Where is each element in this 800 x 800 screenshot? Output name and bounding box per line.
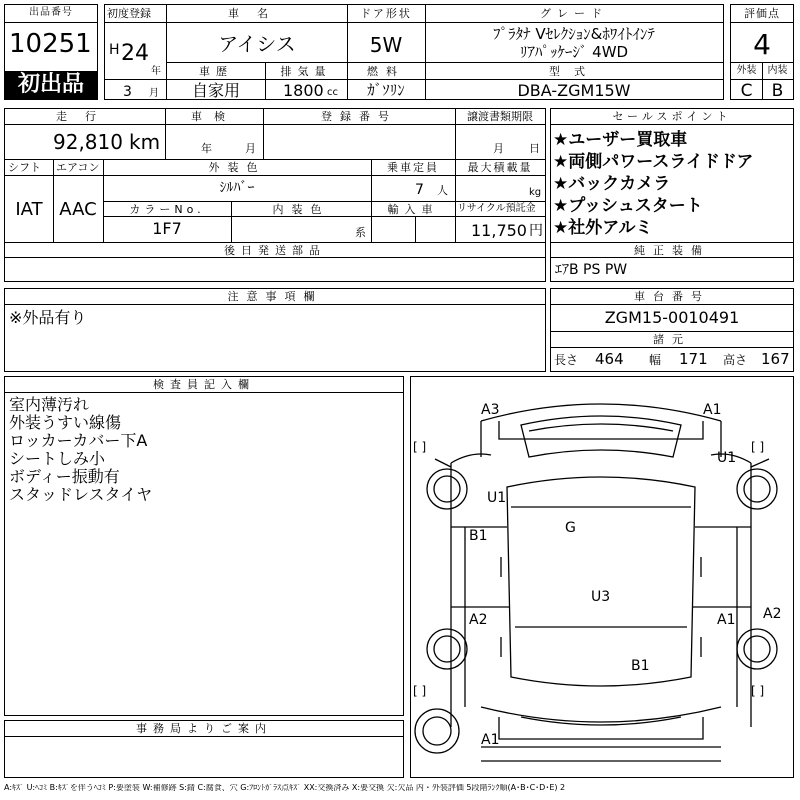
car-name: アイシス (218, 32, 296, 56)
recycle-label: リサイクル預託金 (457, 203, 536, 214)
height-value: 167 (761, 350, 790, 368)
width-label: 幅 (649, 353, 662, 367)
details-grid (4, 108, 546, 282)
registration-year: 24 (121, 41, 149, 66)
exterior-color-label: 外装色 (208, 161, 266, 174)
inspector-note: 室内薄汚れ (9, 395, 90, 414)
displacement-label: 排気量 (280, 65, 332, 78)
sales-point: ★プッシュスタート (553, 196, 703, 216)
damage-mark: A2 (763, 606, 782, 622)
damage-mark: A3 (481, 402, 500, 418)
registration-month: 3 (123, 84, 132, 100)
history-value: 自家用 (191, 81, 240, 100)
office-box (4, 720, 404, 778)
ac-value: AAC (59, 199, 97, 220)
inspector-box (4, 376, 404, 716)
first-listing-badge: 初出品 (5, 71, 97, 99)
model-value: DBA-ZGM15W (517, 81, 631, 100)
legend-text: A:ｷｽﾞ U:ﾍｺﾐ B:ｷｽﾞを伴うﾍｺﾐ P:要塗装 W:補修跡 S:錆 C:腐食、穴 G:ﾌﾛﾝﾄｶﾞﾗｽ点ｷｽﾞ XX:交換済み X:要交換 欠:欠品 内・外装評価 5段階ﾗﾝｸ順(A･B･C･D･E) 2 (4, 784, 566, 792)
grade-line-1: ﾌﾟﾗﾀﾅ Vｾﾚｸｼｮﾝ&ﾎﾜｲﾄｲﾝﾃ (493, 25, 655, 43)
inspector-label: 検査員記入欄 (153, 378, 255, 391)
cc-unit: cc (327, 87, 338, 98)
inspection-month-unit: 月 (245, 142, 256, 155)
car-outline (411, 377, 793, 777)
sales-point: ★両側パワースライドドア (553, 152, 754, 172)
registration-label: 初度登録 (107, 7, 151, 20)
sales-point: ★社外アルミ (553, 218, 653, 238)
interior-label: 内装 (767, 65, 788, 76)
registration-era: H (109, 42, 120, 58)
score-label: 評価点 (744, 7, 780, 20)
inspector-note: スタッドレスタイヤ (9, 485, 153, 504)
caution-text: ※外品有り (9, 308, 87, 327)
km-unit: km (129, 130, 161, 154)
damage-mark: B1 (469, 528, 488, 544)
caution-label: 注意事項欄 (227, 290, 323, 303)
height-label: 高さ (723, 353, 748, 367)
inspector-note: ロッカーカバー下A (9, 431, 148, 450)
transfer-month-unit: 月 (493, 142, 504, 155)
exterior-grade: C (740, 81, 753, 101)
transfer-label: 譲渡書類期限 (467, 110, 533, 123)
ac-label: エアコン (56, 161, 100, 174)
grade-label: グレード (540, 7, 608, 20)
car-name-label: 車名 (228, 7, 286, 20)
score-box (730, 4, 794, 100)
bracket-mark: [ ] (413, 684, 427, 698)
transfer-day-unit: 日 (529, 142, 540, 155)
width-value: 171 (679, 350, 708, 368)
grade-line-2: ﾘｱﾊﾟｯｹｰｼﾞ 4WD (519, 43, 629, 61)
lot-number: 10251 (9, 29, 92, 59)
spec-label: 諸元 (653, 333, 691, 346)
lot-label: 出品番号 (29, 7, 73, 18)
fuel-value: ｶﾞｿﾘﾝ (367, 81, 405, 99)
year-unit: 年 (151, 66, 161, 77)
mileage-value: 92,810 (53, 130, 123, 154)
damage-mark: A1 (717, 612, 736, 628)
inspector-note: 外装うすい線傷 (9, 413, 122, 432)
office-label: 事務局よりご案内 (136, 722, 272, 735)
damage-mark: U1 (717, 450, 737, 466)
color-no-label: カラーNo. (129, 203, 205, 216)
car-diagram (410, 376, 794, 778)
exterior-color-value: ｼﾙﾊﾞｰ (219, 180, 255, 196)
equipment-value: ｴｱB PS PW (555, 262, 628, 278)
damage-mark: A1 (481, 732, 500, 748)
sales-points-box (550, 108, 794, 282)
bracket-mark: [ ] (751, 440, 765, 454)
interior-color-suffix: 系 (355, 226, 366, 239)
score-value: 4 (753, 28, 771, 61)
equipment-label: 純正装備 (634, 244, 710, 257)
caution-box (4, 288, 546, 372)
history-label: 車歴 (199, 65, 233, 78)
interior-grade: B (771, 81, 784, 101)
person-unit: 人 (437, 184, 448, 197)
damage-mark: U1 (487, 490, 507, 506)
first-registration-box (104, 4, 166, 100)
kg-unit: kg (529, 187, 542, 198)
length-label: 長さ (554, 353, 579, 367)
shift-label: シフト (8, 161, 41, 174)
sales-point: ★ユーザー買取車 (553, 130, 688, 150)
bracket-mark: [ ] (413, 440, 427, 454)
vehicle-grid (166, 4, 724, 100)
damage-mark: U3 (591, 589, 611, 605)
chassis-box (550, 288, 794, 372)
load-label: 最大積載量 (467, 161, 533, 174)
inspector-note: シートしみ小 (9, 449, 106, 468)
month-unit: 月 (149, 88, 159, 99)
interior-color-label: 内装色 (272, 203, 330, 216)
capacity-value: 7 (415, 182, 424, 198)
fuel-label: 燃料 (367, 65, 405, 78)
door-type: 5W (369, 33, 403, 57)
plate-label: 登録番号 (321, 110, 397, 123)
lot-box (4, 4, 98, 100)
damage-mark: G (565, 520, 576, 536)
damage-mark: A2 (469, 612, 488, 628)
damage-mark: B1 (631, 658, 650, 674)
displacement-value: 1800 (283, 81, 324, 100)
bracket-mark: [ ] (751, 684, 765, 698)
later-parts-label: 後日発送部品 (224, 244, 326, 257)
inspection-year-unit: 年 (201, 142, 212, 155)
color-no-value: 1F7 (152, 219, 182, 238)
sales-points-label: セールスポイント (612, 110, 732, 123)
mileage-label: 走行 (56, 110, 114, 123)
damage-mark: A1 (703, 402, 722, 418)
chassis-label: 車台番号 (634, 290, 710, 303)
sales-point: ★バックカメラ (553, 174, 671, 194)
yen-unit: 円 (529, 223, 543, 239)
import-label: 輸入車 (387, 203, 439, 216)
model-label: 型式 (549, 65, 599, 78)
recycle-value: 11,750 (471, 221, 527, 240)
chassis-number: ZGM15-0010491 (604, 308, 740, 327)
shift-value: IAT (15, 199, 43, 220)
length-value: 464 (595, 350, 624, 368)
door-label: ドア形状 (360, 7, 412, 20)
inspector-note: ボディー振動有 (9, 467, 120, 486)
exterior-label: 外装 (736, 65, 757, 76)
inspection-label: 車検 (191, 110, 237, 123)
capacity-label: 乗車定員 (387, 161, 439, 174)
